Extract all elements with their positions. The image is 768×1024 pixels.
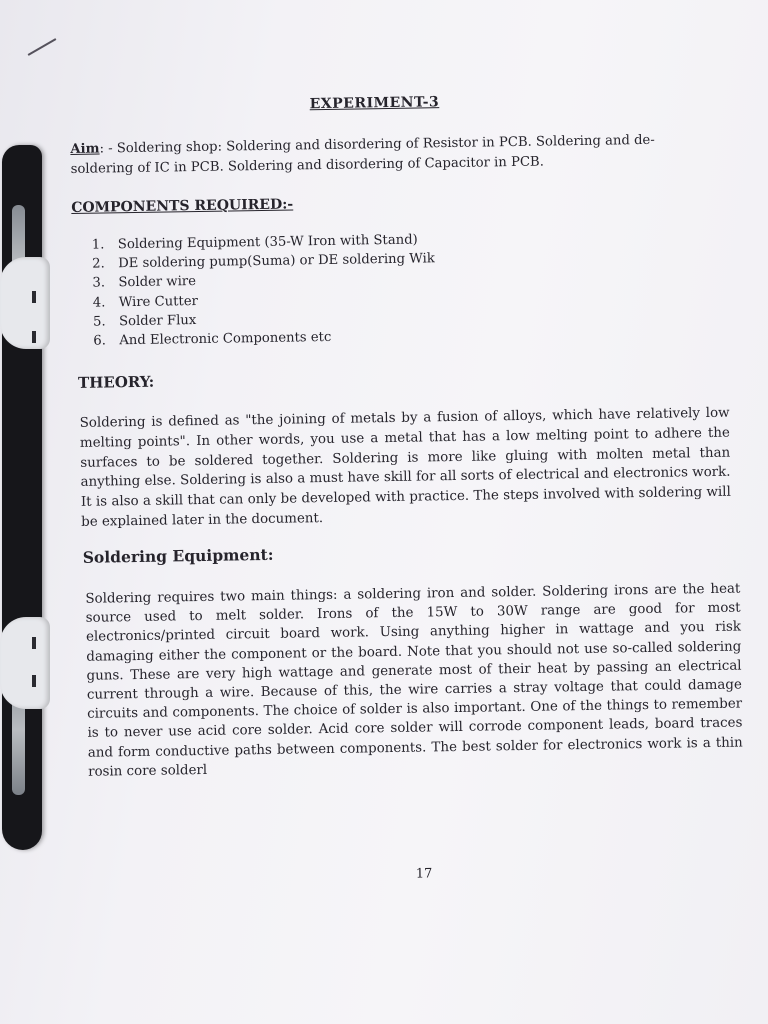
equipment-heading: Soldering Equipment: xyxy=(82,544,274,567)
list-item: 3. Solder wire xyxy=(92,274,197,292)
page-number: 17 xyxy=(415,866,433,882)
equipment-paragraph: Soldering requires two main things: a soldering iron and solder. Soldering irons are the heat source used to melt solder. Irons of the 15W to 30W range are good for most electronics/printed circuit board work. Using anything higher in wattage and you risk damaging either the component or the board. Note that you should not use so-called soldering guns. These are very high wattage and generate most of their heat by passing an electrical current through a wire. Because of this, the wire carries a stray voltage that could damage circuits and components. The choice of solder is also important. One of the things to remember is to never use acid core solder. Acid core solder will corrode component leads, board traces and form conductive paths between components. The best solder for electronics work is a thin rosin core solderl xyxy=(85,581,743,780)
binder-clip xyxy=(2,145,42,850)
components-heading: COMPONENTS REQUIRED:- xyxy=(71,196,294,216)
page-title: EXPERIMENT-3 xyxy=(309,94,440,113)
theory-paragraph: Soldering is defined as "the joining of metals by a fusion of alloys, which have relatively low melting points". In other words, you use a metal that has a low melting point to adhere the surfaces to be soldered together. Soldering is more like gluing with molten metal than anything else. Soldering is also a must have skill for all sorts of electrical and electronics work. It is also a skill that can only be developed with practice. The steps involved with soldering will be explained later in the document. xyxy=(79,405,731,530)
components-list xyxy=(92,230,436,351)
aim-paragraph xyxy=(70,130,711,180)
list-item: 4. Wire Cutter xyxy=(92,293,199,311)
aim-text: : - Soldering shop: Soldering and disordering of Resistor in PCB. Soldering and de-soldering of IC in PCB. Soldering and disordering of Capacitor in PCB. xyxy=(70,132,655,177)
theory-heading: THEORY: xyxy=(77,372,155,392)
list-item: 2. DE soldering pump(Suma) or DE soldering Wik xyxy=(92,251,435,272)
list-item: 6. And Electronic Components etc xyxy=(93,329,332,349)
list-item: 5. Solder Flux xyxy=(92,312,197,330)
list-item: 1. Soldering Equipment (35-W Iron with Stand) xyxy=(91,232,418,253)
aim-label: Aim xyxy=(70,141,100,157)
binder-ring xyxy=(0,257,50,349)
binder-ring xyxy=(0,617,50,709)
pen-mark xyxy=(28,38,57,56)
